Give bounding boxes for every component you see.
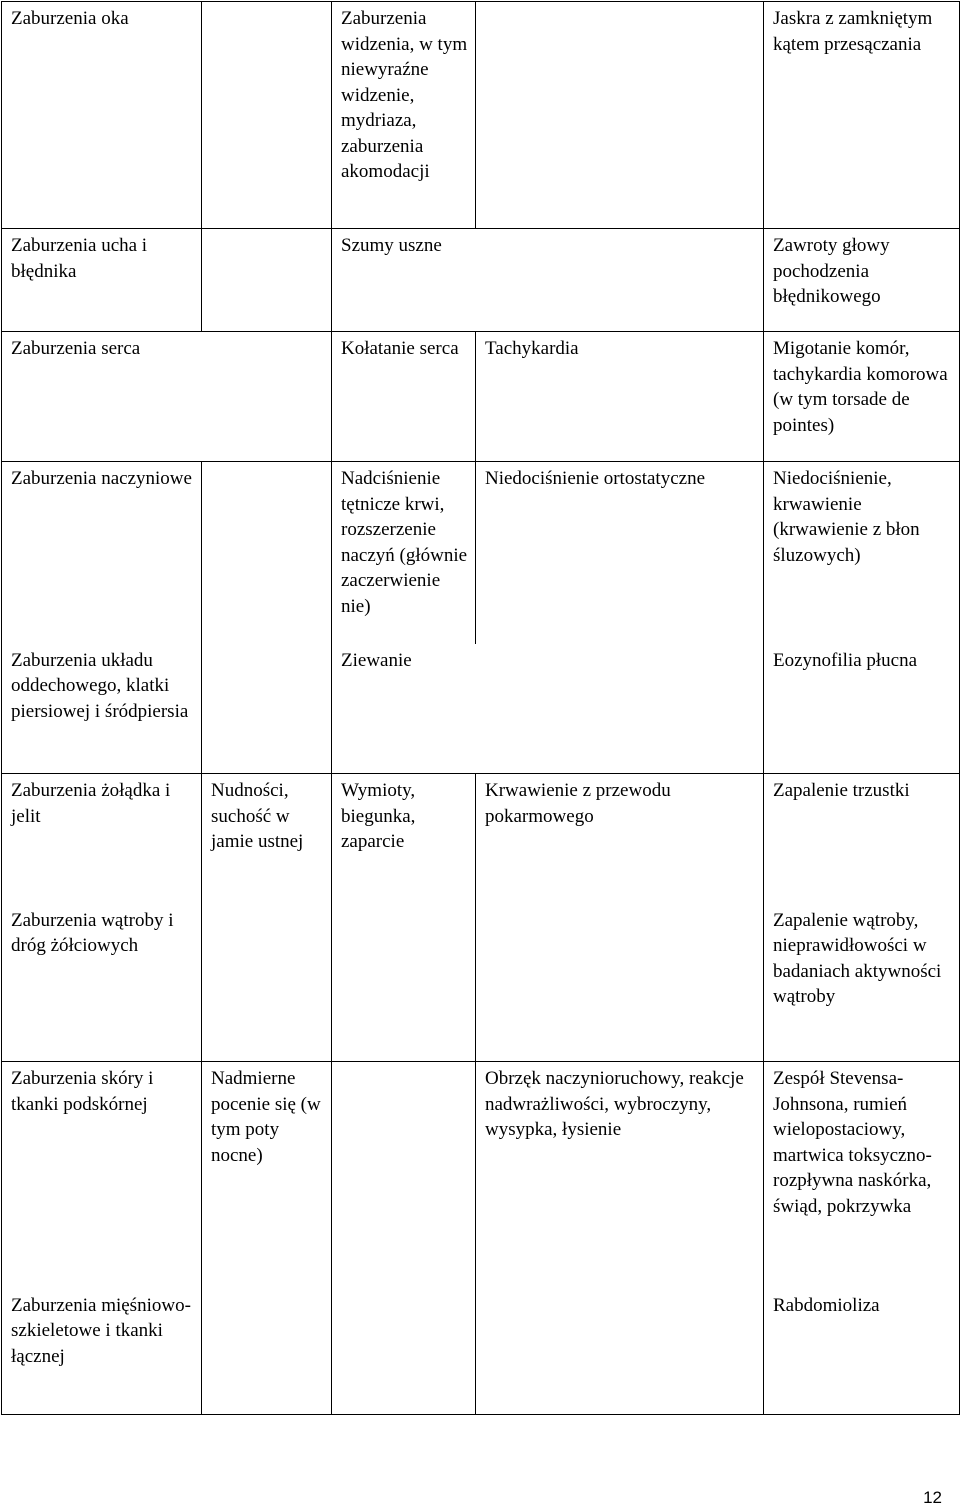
organ-cell: Zaburzenia układu oddechowego, klatki piersiowej i śródpiersia <box>2 644 202 774</box>
freq-cell <box>476 1289 764 1415</box>
freq-cell <box>202 229 332 332</box>
freq-cell: Ziewanie <box>332 644 764 774</box>
freq-cell <box>202 904 332 1062</box>
organ-cell: Zaburzenia mięśniowo-szkieletowe i tkanki łącznej <box>2 1289 202 1415</box>
freq-cell: Obrzęk naczynioruchowy, reakcje nadwrażliwości, wybroczyny, wysypka, łysienie <box>476 1062 764 1289</box>
freq-cell: Zaburzenia widzenia, w tym niewyraźne widzenie, mydriaza, zaburzenia akomodacji <box>332 2 476 229</box>
freq-cell <box>202 1289 332 1415</box>
freq-cell: Eozynofilia płucna <box>764 644 960 774</box>
freq-cell: Rabdomioliza <box>764 1289 960 1415</box>
freq-cell: Jaskra z zamkniętym kątem przesączania <box>764 2 960 229</box>
table-row <box>2 332 960 462</box>
organ-cell: Zaburzenia żołądka i jelit <box>2 774 202 904</box>
freq-cell: Wymioty, biegunka, zaparcie <box>332 774 476 904</box>
freq-cell <box>202 644 332 774</box>
freq-cell: Nadmierne pocenie się (w tym poty nocne) <box>202 1062 332 1289</box>
table-row <box>2 2 960 229</box>
table-row <box>2 904 960 1062</box>
freq-cell <box>202 462 332 644</box>
organ-cell: Zaburzenia serca <box>2 332 332 462</box>
freq-cell: Zespół Stevensa-Johnsona, rumień wielopostaciowy, martwica toksyczno-rozpływna naskórka, świąd, pokrzywka <box>764 1062 960 1289</box>
organ-cell: Zaburzenia oka <box>2 2 202 229</box>
organ-cell: Zaburzenia ucha i błędnika <box>2 229 202 332</box>
adverse-effects-table <box>1 1 960 1415</box>
table-row <box>2 644 960 774</box>
freq-cell <box>202 2 332 229</box>
freq-cell: Nadciśnienie tętnicze krwi, rozszerzenie naczyń (głównie zaczerwienie nie) <box>332 462 476 644</box>
freq-cell: Zapalenie trzustki <box>764 774 960 904</box>
freq-cell: Tachykardia <box>476 332 764 462</box>
freq-cell: Niedociśnienie ortostatyczne <box>476 462 764 644</box>
table-row <box>2 462 960 644</box>
organ-cell: Zaburzenia wątroby i dróg żółciowych <box>2 904 202 1062</box>
freq-cell <box>332 1289 476 1415</box>
table-row <box>2 1289 960 1415</box>
organ-cell: Zaburzenia naczyniowe <box>2 462 202 644</box>
table-row <box>2 774 960 904</box>
table-row <box>2 1062 960 1289</box>
freq-cell: Zawroty głowy pochodzenia błędnikowego <box>764 229 960 332</box>
freq-cell <box>332 1062 476 1289</box>
freq-cell <box>476 904 764 1062</box>
freq-cell: Kołatanie serca <box>332 332 476 462</box>
freq-cell: Szumy uszne <box>332 229 764 332</box>
page-number: 12 <box>923 1488 942 1507</box>
freq-cell: Krwawienie z przewodu pokarmowego <box>476 774 764 904</box>
freq-cell: Nudności, suchość w jamie ustnej <box>202 774 332 904</box>
freq-cell: Niedociśnienie, krwawienie (krwawienie z błon śluzowych) <box>764 462 960 644</box>
organ-cell: Zaburzenia skóry i tkanki podskórnej <box>2 1062 202 1289</box>
freq-cell <box>476 2 764 229</box>
freq-cell: Zapalenie wątroby, nieprawidłowości w badaniach aktywności wątroby <box>764 904 960 1062</box>
freq-cell: Migotanie komór, tachykardia komorowa (w tym torsade de pointes) <box>764 332 960 462</box>
freq-cell <box>332 904 476 1062</box>
table-row <box>2 229 960 332</box>
